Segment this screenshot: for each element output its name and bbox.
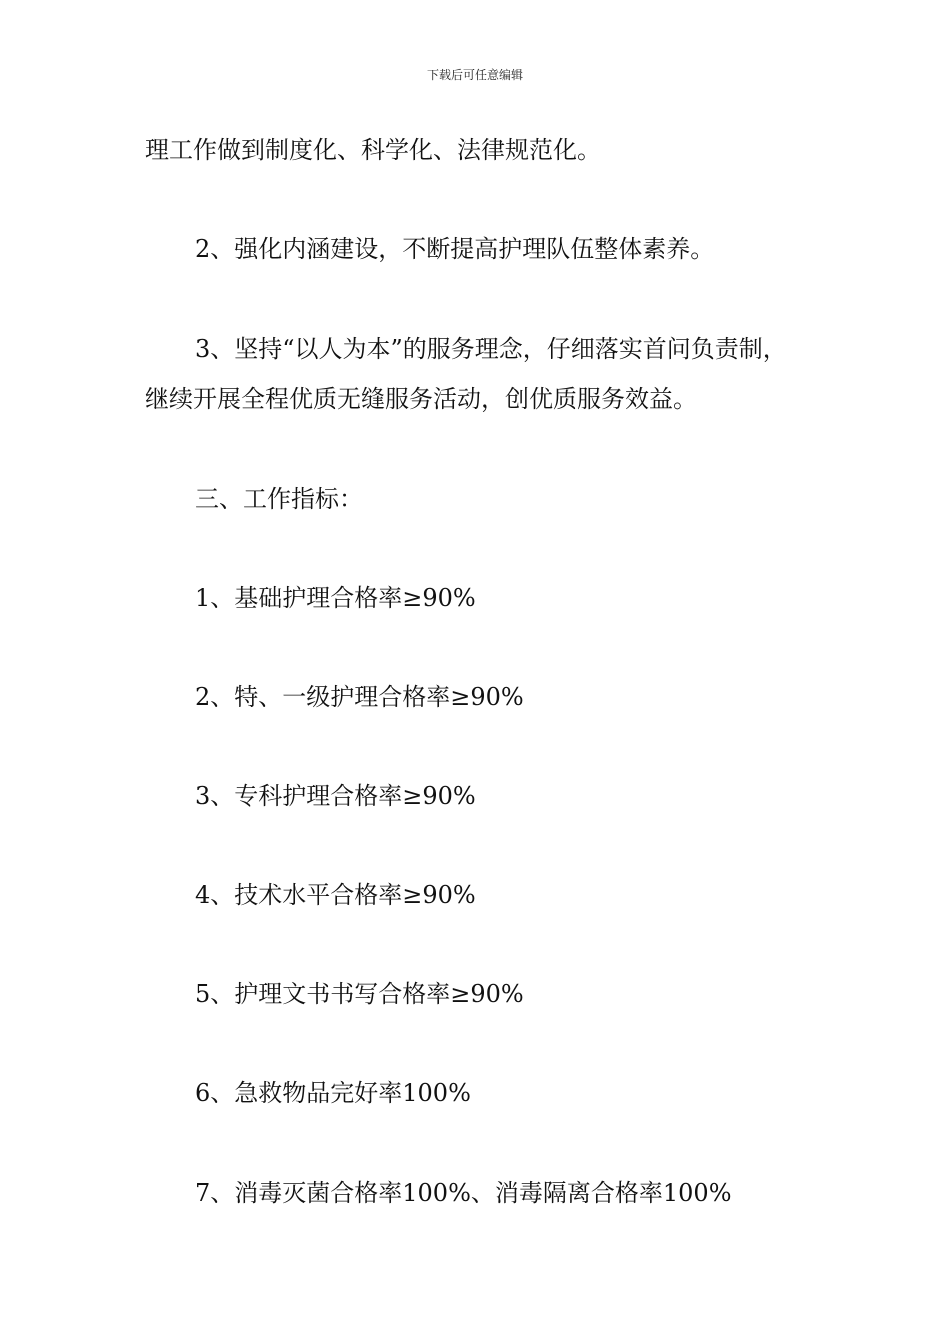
target-item-1: 1、基础护理合格率≥90% — [195, 584, 476, 612]
page-header: 下载后可任意编辑 — [426, 68, 523, 82]
section-heading-work-targets: 三、工作指标： — [195, 485, 363, 513]
paragraph-continuation: 理工作做到制度化、科学化、法律规范化。 — [145, 136, 601, 164]
target-item-5: 5、护理文书书写合格率≥90% — [195, 980, 524, 1008]
target-item-7: 7、消毒灭菌合格率100%、消毒隔离合格率100% — [195, 1179, 732, 1207]
paragraph-item-2: 2、强化内涵建设，不断提高护理队伍整体素养。 — [195, 235, 715, 263]
target-item-2: 2、特、一级护理合格率≥90% — [195, 683, 524, 711]
target-item-4: 4、技术水平合格率≥90% — [195, 881, 476, 909]
target-item-3: 3、专科护理合格率≥90% — [195, 782, 476, 810]
paragraph-item-3: 3、坚持“以人为本”的服务理念，仔细落实首问负责制，继续开展全程优质无缝服务活动，创优质服务效益。 — [145, 335, 787, 413]
target-item-6: 6、急救物品完好率100% — [195, 1079, 471, 1107]
